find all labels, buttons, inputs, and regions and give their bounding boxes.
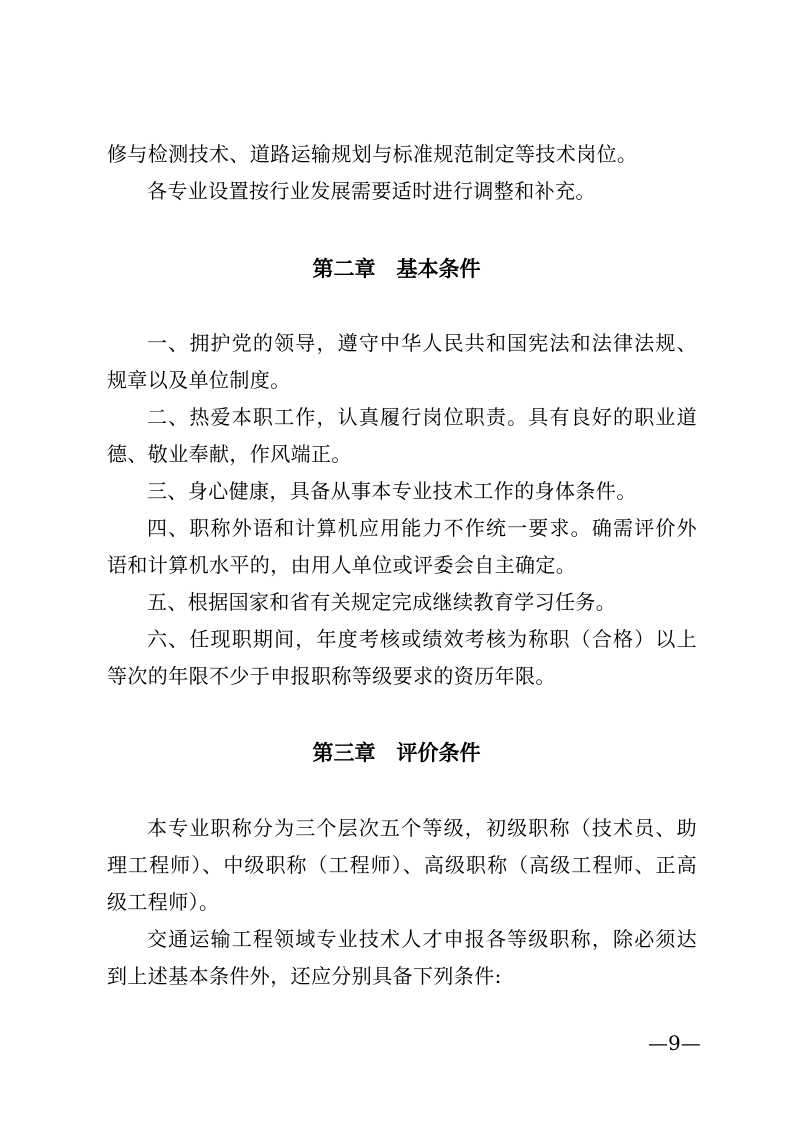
chapter-2-item-1: 一、拥护党的领导，遵守中华人民共和国宪法和法律法规、规章以及单位制度。 [107,331,697,392]
page-number: —9— [648,1031,701,1055]
chapter-3-item-1: 本专业职称分为三个层次五个等级，初级职称（技术员、助理工程师）、中级职称（工程师）、高级职称（高级工程师、正高级工程师）。 [107,816,697,914]
chapter-2-item-5: 五、根据国家和省有关规定完成继续教育学习任务。 [147,590,617,614]
chapter-2-title: 第二章 基本条件 [312,257,481,281]
chapter-2-item-6: 六、任现职期间，年度考核或绩效考核为称职（合格）以上等次的年限不少于申报职称等级要求的资历年限。 [107,627,697,688]
chapter-2-item-2: 二、热爱本职工作，认真履行岗位职责。具有良好的职业道德、敬业奉献，作风端正。 [107,405,697,466]
chapter-3-item-2: 交通运输工程领域专业技术人才申报各等级职称，除必须达到上述基本条件外，还应分别具备下列条件: [107,927,697,988]
paragraph-adjustment: 各专业设置按行业发展需要适时进行调整和补充。 [147,179,596,203]
chapter-2-item-4: 四、职称外语和计算机应用能力不作统一要求。确需评价外语和计算机水平的，由用人单位或评委会自主确定。 [107,516,697,577]
chapter-3-title: 第三章 评价条件 [312,741,481,765]
paragraph-continuation: 修与检测技术、道路运输规划与标准规范制定等技术岗位。 [107,142,638,166]
chapter-2-item-3: 三、身心健康，具备从事本专业技术工作的身体条件。 [147,479,637,503]
